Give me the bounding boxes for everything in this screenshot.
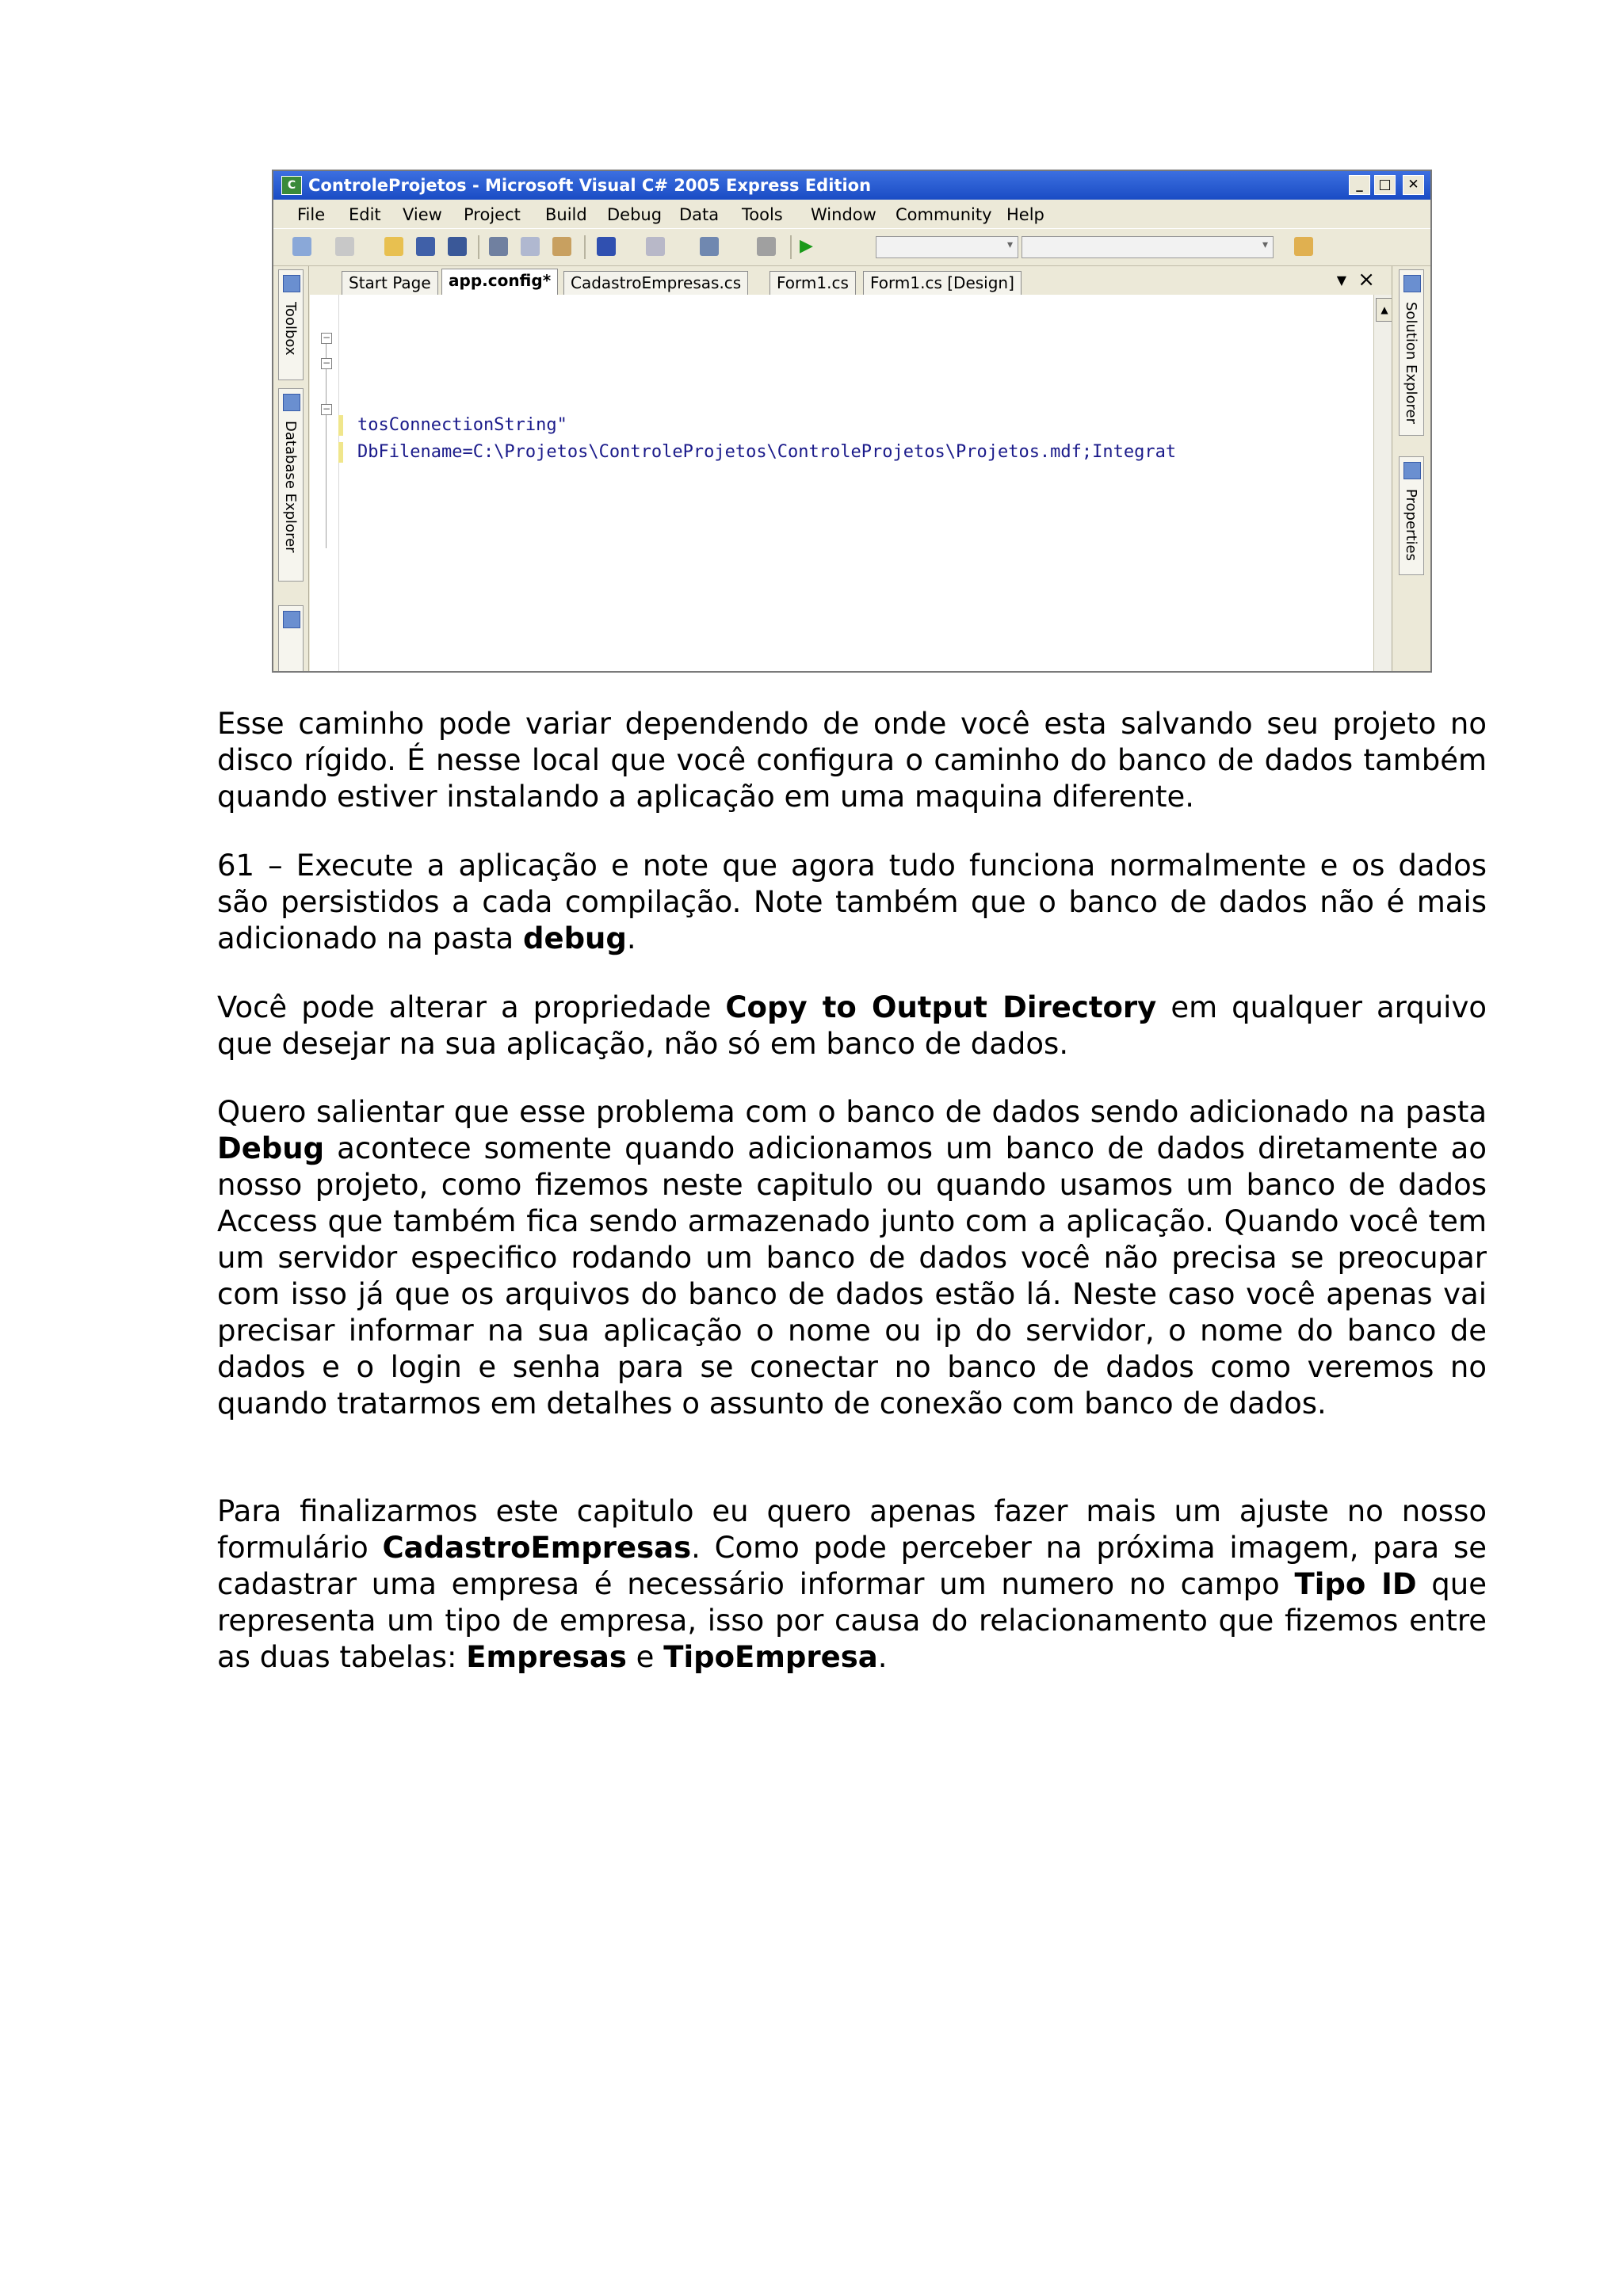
app-icon: C (281, 176, 302, 195)
fold-toggle[interactable]: − (322, 403, 331, 414)
right-dock (1392, 266, 1430, 673)
menu-community[interactable]: Community (896, 205, 992, 224)
toolbar (273, 228, 1430, 266)
save-all-icon[interactable] (448, 237, 467, 256)
paragraph-5: Para finalizarmos este capitulo eu quero apenas fazer mais um ajuste no nosso formulário CadastroEmpresas. Como pode perceber na próxima imagem, para se cadastrar uma empresa é necessário informar um numero no campo Tipo ID que representa um tipo de empresa, isso por causa do relacionamento que fizemos entre as duas tabelas: Empresas e TipoEmpresa. (217, 1494, 1487, 1674)
window-title: ControleProjetos - Microsoft Visual C# 2005 Express Edition (308, 176, 872, 195)
tab-list-icon[interactable]: ▼ (1336, 273, 1346, 288)
undo-icon[interactable] (597, 237, 616, 256)
left-dock (273, 266, 309, 673)
solution-config-dropdown[interactable]: ▾ (876, 236, 1018, 258)
menu-tools[interactable]: Tools (742, 205, 783, 224)
code-line: DbFilename=C:\Projetos\ControleProjetos\ControleProjetos\Projetos.mdf;Integrat (357, 442, 1177, 462)
paragraph-4: Quero salientar que esse problema com o banco de dados sendo adicionado na pasta Debug acontece somente quando adicionamos um banco de dados diretamente ao nosso projeto, como fizemos neste capitulo ou quando usamos um banco de dados Access que também fica sendo armazenado junto com a aplicação. Quando você tem um servidor especifico rodando um banco de dados você não precisa se preocupar com isso já que os arquivos do banco de dados estão lá. Neste caso você apenas vai precisar informar na sua aplicação o nome ou ip do servidor, o nome do banco de dados e o login e senha para se conectar no banco de dados como veremos no quando tratarmos em detalhes o assunto de conexão com banco de dados. (217, 1095, 1487, 1421)
menu-edit[interactable]: Edit (349, 205, 381, 224)
new-project-icon[interactable] (292, 237, 311, 256)
scroll-up-icon[interactable]: ▲ (1376, 298, 1393, 322)
change-marker (338, 442, 343, 463)
menu-build[interactable]: Build (545, 205, 587, 224)
start-debug-icon[interactable]: ▶ (800, 236, 813, 256)
solution-explorer-icon (1403, 275, 1421, 292)
save-icon[interactable] (416, 237, 435, 256)
open-icon[interactable] (384, 237, 403, 256)
ide-screenshot (272, 170, 1432, 673)
menu-view[interactable]: View (403, 205, 442, 224)
fold-toggle[interactable]: − (322, 332, 331, 343)
fold-toggle[interactable]: − (322, 357, 331, 368)
code-editor[interactable] (310, 295, 1373, 673)
paragraph-3: Você pode alterar a propriedade Copy to Output Directory em qualquer arquivo que desejar na sua aplicação, não só em banco de dados. (217, 990, 1487, 1061)
toolbox-tab[interactable]: Toolbox (278, 269, 304, 380)
title-bar (273, 171, 1430, 200)
database-explorer-tab[interactable]: Database Explorer (278, 388, 304, 582)
data-sources-tab[interactable] (278, 605, 304, 673)
menu-debug[interactable]: Debug (607, 205, 663, 224)
toolbox-icon (283, 275, 300, 292)
tab-form1-design[interactable]: Form1.cs [Design] (863, 271, 1022, 295)
platform-dropdown[interactable]: ▾ (1022, 236, 1274, 258)
find-icon[interactable] (757, 237, 776, 256)
cut-icon[interactable] (489, 237, 508, 256)
tab-app-config[interactable]: app.config* (441, 269, 558, 296)
menu-window[interactable]: Window (811, 205, 876, 224)
change-marker (338, 415, 343, 436)
code-line: tosConnectionString" (357, 415, 567, 435)
document-tabs (310, 266, 1394, 296)
solution-explorer-tab[interactable]: Solution Explorer (1399, 269, 1424, 436)
paragraph-1: Esse caminho pode variar dependendo de onde você esta salvando seu projeto no disco rígido. É nesse local que você configura o caminho do banco de dados também quando estiver instalando a aplicação em uma maquina diferente. (217, 707, 1487, 814)
menu-help[interactable]: Help (1006, 205, 1044, 224)
paragraph-2: 61 – Execute a aplicação e note que agora tudo funciona normalmente e os dados são persistidos a cada compilação. Note também que o banco de dados não é mais adicionado na pasta debug. (217, 849, 1487, 955)
tab-start-page[interactable]: Start Page (342, 271, 438, 295)
navigate-icon[interactable] (700, 237, 719, 256)
tab-form1-cs[interactable]: Form1.cs (769, 271, 856, 295)
copy-icon[interactable] (521, 237, 540, 256)
menu-file[interactable]: File (297, 205, 326, 224)
menu-bar (273, 200, 1430, 228)
properties-icon (1403, 462, 1421, 479)
database-icon (283, 394, 300, 411)
paste-icon[interactable] (552, 237, 571, 256)
menu-data[interactable]: Data (679, 205, 720, 224)
minimize-button[interactable]: _ (1349, 175, 1370, 195)
redo-icon[interactable] (646, 237, 665, 256)
toolbox-options-icon[interactable] (1294, 237, 1313, 256)
properties-tab[interactable]: Properties (1399, 456, 1424, 575)
editor-gutter (310, 295, 339, 673)
tab-close-icon[interactable]: × (1358, 268, 1375, 292)
tab-cadastro-empresas[interactable]: CadastroEmpresas.cs (563, 271, 748, 295)
maximize-button[interactable]: □ (1374, 175, 1396, 195)
close-button[interactable]: ✕ (1403, 175, 1424, 195)
add-item-icon[interactable] (335, 237, 354, 256)
menu-project[interactable]: Project (464, 205, 521, 224)
data-sources-icon (283, 611, 300, 628)
